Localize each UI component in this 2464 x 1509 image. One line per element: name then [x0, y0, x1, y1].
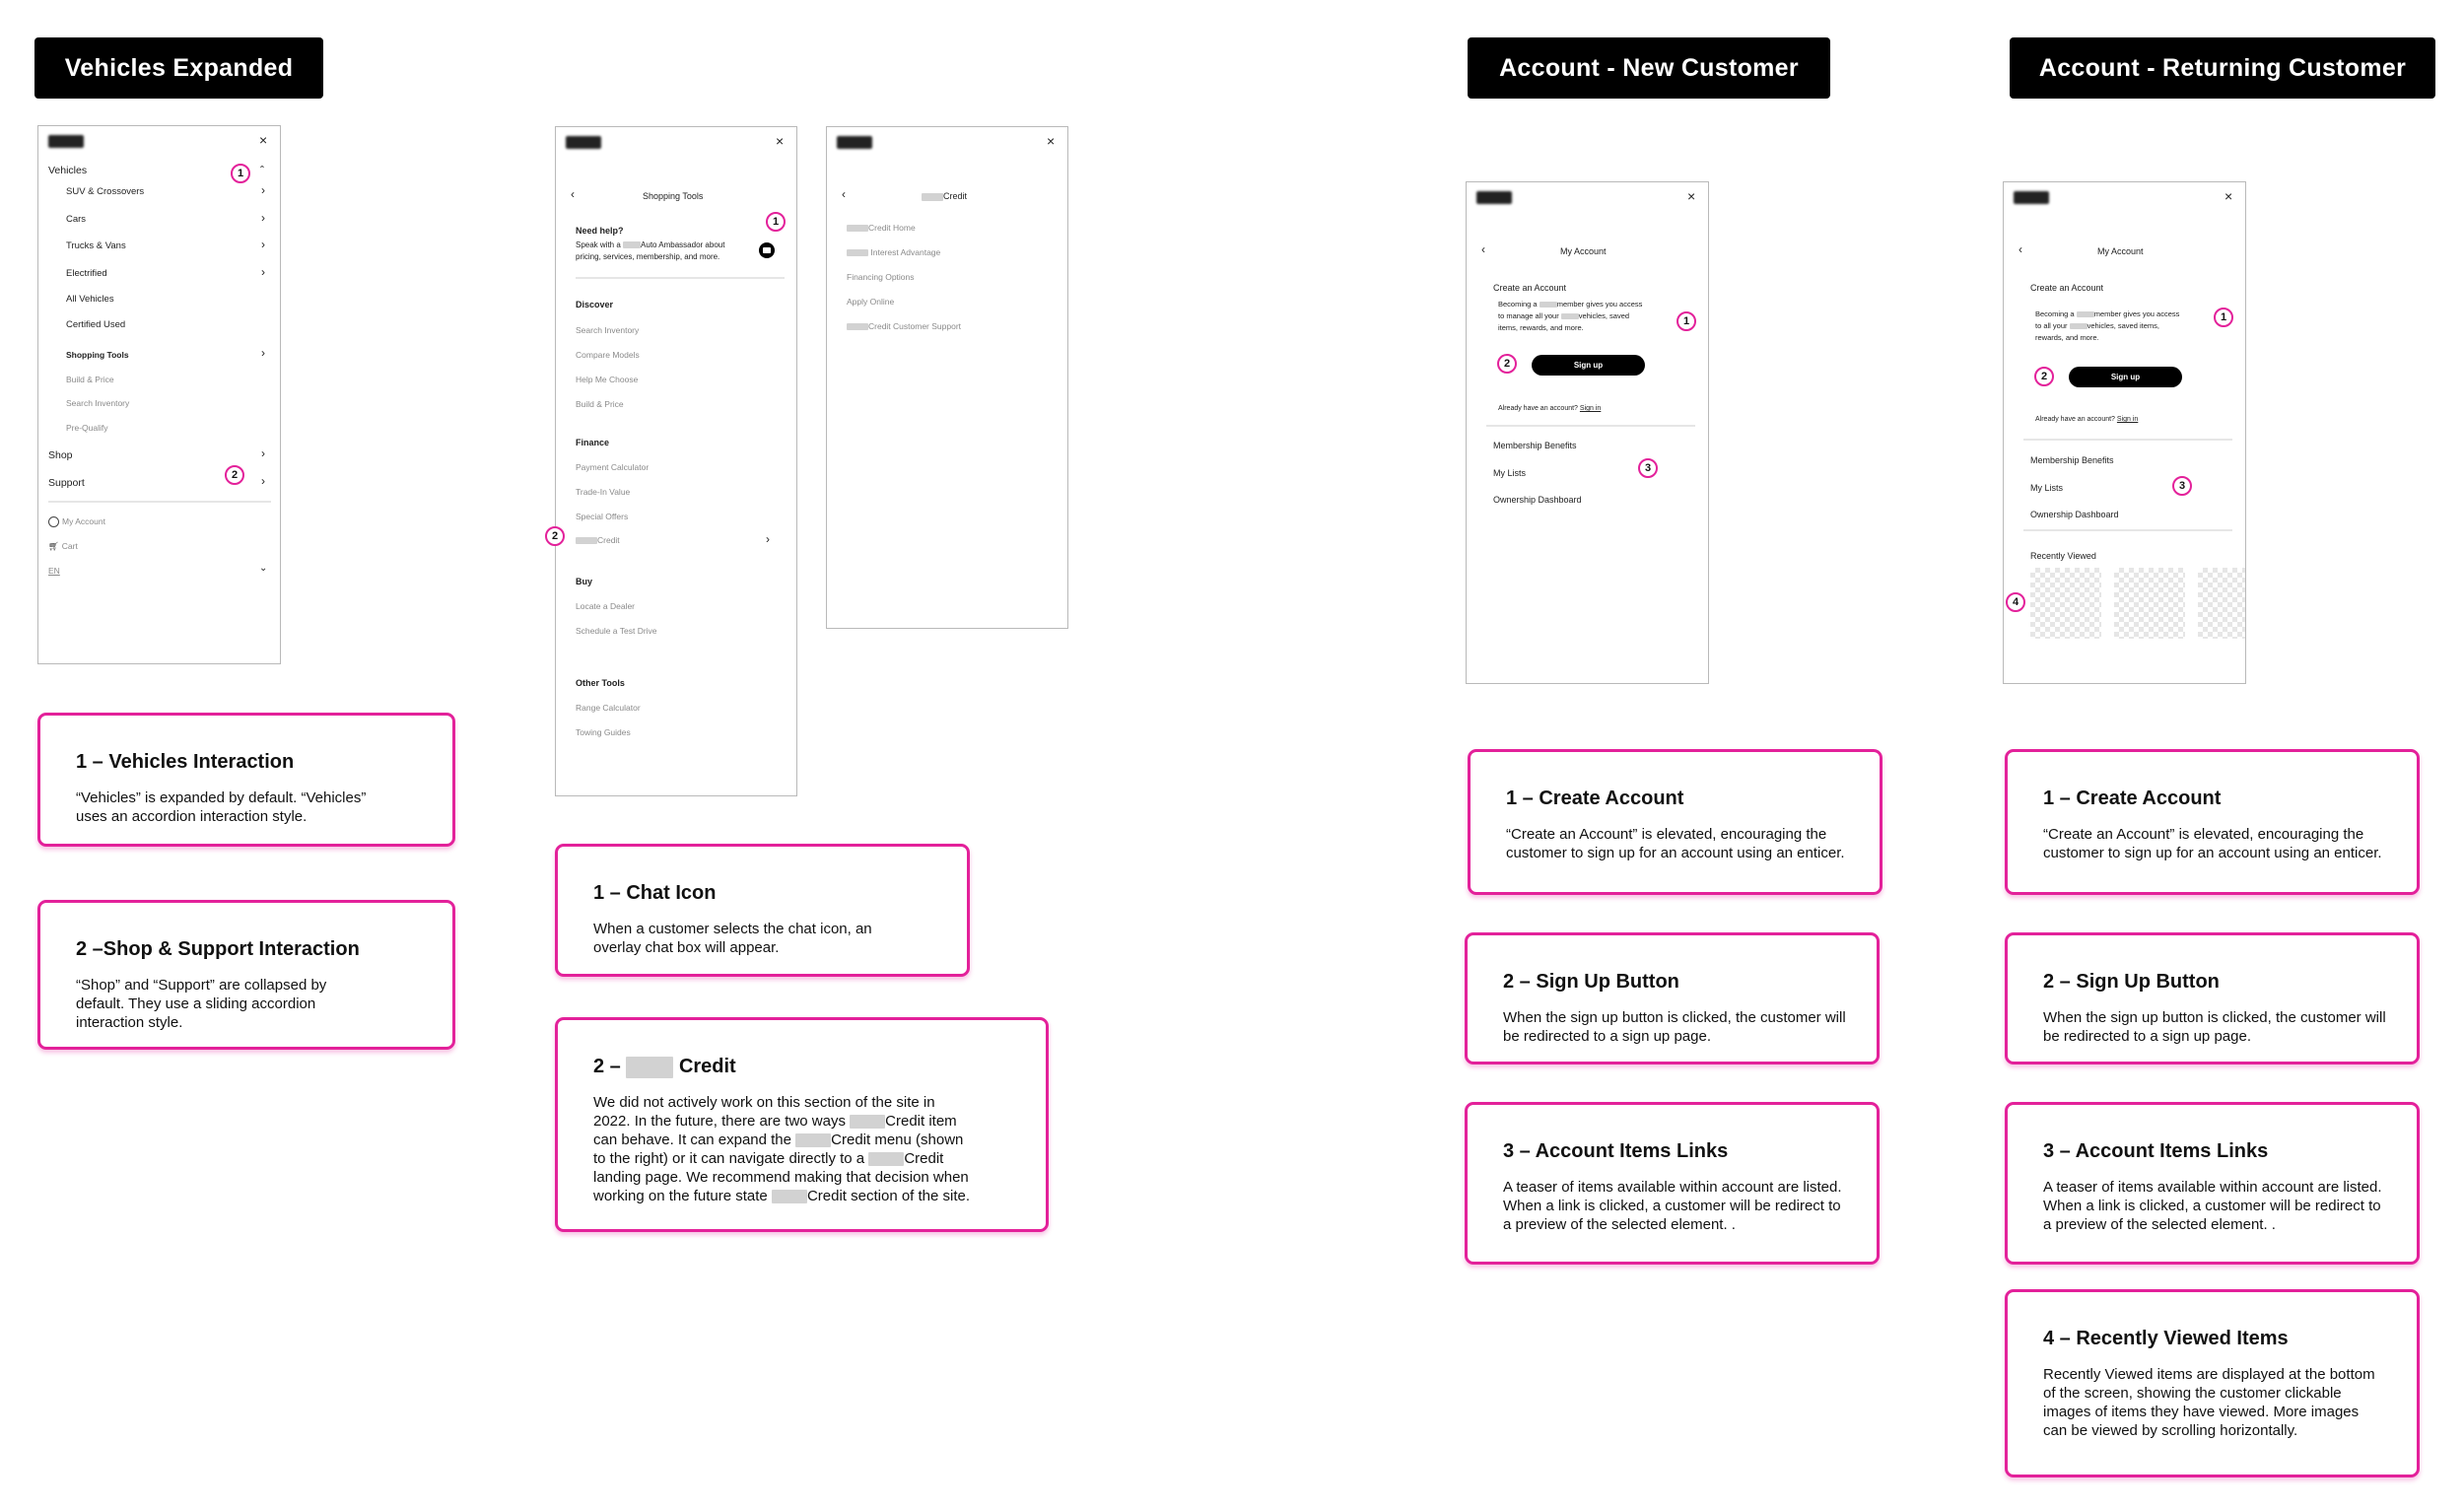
divider [2023, 439, 2232, 441]
already-have-account: Already have an account? Sign in [1498, 405, 1602, 412]
menu-trucks-vans[interactable]: Trucks & Vans [66, 240, 126, 251]
note-credit [555, 1017, 1049, 1232]
menu-shopping-tools[interactable]: Shopping Tools [66, 350, 129, 360]
link-membership-benefits[interactable]: Membership Benefits [2030, 455, 2114, 465]
already-have-account: Already have an account? Sign in [2035, 416, 2139, 423]
menu-build-price[interactable]: Build & Price [66, 375, 114, 384]
create-account-desc-3: rewards, and more. [2035, 333, 2099, 342]
menu-cart[interactable] [48, 541, 78, 552]
note-sign-up-button [2005, 932, 2420, 1064]
link-credit-home[interactable]: Credit Home [847, 223, 916, 233]
note-body: “Create an Account” is elevated, encouraging the customer to sign up for an account using an enticer. [2043, 826, 2382, 861]
menu-pre-qualify[interactable]: Pre-Qualify [66, 423, 108, 433]
link-ownership-dashboard[interactable]: Ownership Dashboard [2030, 510, 2119, 519]
cart-icon: 🛒︎ [48, 541, 59, 551]
menu-vehicles[interactable]: Vehicles [48, 165, 88, 176]
close-icon[interactable]: × [776, 133, 785, 149]
note-account-items-links [1465, 1102, 1880, 1265]
marker-2: 2 [225, 465, 244, 485]
redacted-brand [2070, 323, 2088, 329]
marker-3: 3 [2172, 476, 2192, 496]
menu-my-account[interactable] [48, 516, 105, 527]
account-new-screen [1466, 181, 1709, 684]
marker-2: 2 [2034, 367, 2054, 386]
marker-1: 1 [231, 164, 250, 183]
link-range-calculator[interactable]: Range Calculator [576, 703, 641, 713]
back-arrow-icon[interactable]: ‹ [571, 187, 575, 201]
discover-heading: Discover [576, 300, 614, 309]
create-account-desc-3: items, rewards, and more. [1498, 323, 1584, 332]
note-title: 3 – Account Items Links [1503, 1140, 1729, 1162]
menu-suv-crossovers[interactable]: SUV & Crossovers [66, 186, 145, 197]
note-body: When a customer selects the chat icon, an overlay chat box will appear. [593, 921, 872, 956]
redacted-brand [772, 1190, 807, 1203]
link-ownership-dashboard[interactable]: Ownership Dashboard [1493, 495, 1582, 505]
note-title: 2 –Shop & Support Interaction [76, 938, 360, 960]
redacted-brand [576, 537, 597, 544]
marker-2: 2 [545, 526, 565, 546]
note-body: When the sign up button is clicked, the customer will be redirected to a sign up page. [1503, 1009, 1846, 1045]
credit-title: Credit [922, 191, 967, 201]
close-icon[interactable]: × [1687, 188, 1696, 204]
redacted-brand [850, 1115, 885, 1129]
note-body: We did not actively work on this section of the site in 2022. In the future, there are two ways Credit item can behave. It can expand the Credit menu (shown to the right) or it can navigate directly to a Credit landing page. We recommend making that decision when working on the future state Credit section of the site. [593, 1094, 971, 1204]
credit-menu-screen [826, 126, 1068, 629]
close-icon[interactable]: × [259, 132, 268, 148]
link-towing-guides[interactable]: Towing Guides [576, 727, 631, 737]
note-title: 1 – Create Account [1506, 788, 1684, 809]
redacted-brand [922, 193, 943, 201]
link-financing-options[interactable]: Financing Options [847, 272, 915, 282]
recently-viewed-item[interactable] [2030, 568, 2101, 639]
header-account-new-customer: Account - New Customer [1468, 37, 1830, 99]
chat-icon[interactable] [759, 242, 775, 258]
link-special-offers[interactable]: Special Offers [576, 512, 629, 521]
redacted-brand [626, 1057, 673, 1078]
note-title: 3 – Account Items Links [2043, 1140, 2269, 1162]
note-body: “Create an Account” is elevated, encouraging the customer to sign up for an account using an enticer. [1506, 826, 1845, 861]
shopping-tools-screen [551, 126, 797, 796]
header-account-returning-customer: Account - Returning Customer [2010, 37, 2435, 99]
my-account-title: My Account [2097, 246, 2144, 256]
create-account-heading: Create an Account [2030, 283, 2104, 293]
brand-logo [2014, 191, 2049, 204]
note-title: 1 – Create Account [2043, 788, 2222, 809]
brand-logo [566, 136, 601, 149]
link-build-price[interactable]: Build & Price [576, 399, 624, 409]
link-search-inventory[interactable]: Search Inventory [576, 325, 640, 335]
link-compare-models[interactable]: Compare Models [576, 350, 640, 360]
my-account-label: My Account [62, 516, 105, 526]
redacted-brand [795, 1133, 831, 1147]
link-schedule-test-drive[interactable]: Schedule a Test Drive [576, 626, 657, 636]
chevron-up-icon[interactable]: ˆ [260, 164, 264, 177]
recently-viewed-heading: Recently Viewed [2030, 551, 2096, 561]
marker-1: 1 [2214, 308, 2233, 327]
note-body: Recently Viewed items are displayed at the bottom of the screen, showing the customer clickable images of items they have viewed. More images can be viewed by scrolling horizontally. [2043, 1366, 2375, 1439]
need-help-heading: Need help? [576, 226, 624, 236]
chevron-right-icon[interactable]: › [766, 532, 770, 546]
note-title: 2 – Sign Up Button [2043, 971, 2220, 993]
back-arrow-icon[interactable]: ‹ [1481, 242, 1485, 256]
brand-logo [48, 135, 84, 148]
chevron-right-icon[interactable]: › [261, 265, 265, 279]
note-title: 1 – Vehicles Interaction [76, 751, 295, 773]
shopping-tools-title: Shopping Tools [643, 191, 704, 201]
link-locate-dealer[interactable]: Locate a Dealer [576, 601, 636, 611]
account-returning-screen [2003, 181, 2246, 684]
note-recently-viewed-items [2005, 1289, 2420, 1477]
divider [48, 501, 271, 503]
redacted-brand [1561, 313, 1579, 319]
note-body: A teaser of items available within account are listed. When a link is clicked, a customer will be redirect to a preview of the selected element. . [2043, 1179, 2382, 1233]
note-create-account [1468, 749, 1882, 895]
redacted-brand [623, 241, 641, 248]
sign-up-button[interactable]: Sign up [2069, 367, 2182, 387]
brand-logo [837, 136, 872, 149]
note-vehicles-interaction [37, 713, 455, 847]
create-account-desc-1: Becoming a member gives you access [2035, 309, 2180, 318]
header-vehicles-expanded: Vehicles Expanded [34, 37, 323, 99]
language-select[interactable]: EN [48, 566, 60, 576]
divider [576, 277, 785, 279]
menu-search-inventory[interactable]: Search Inventory [66, 398, 130, 408]
link-membership-benefits[interactable]: Membership Benefits [1493, 441, 1577, 450]
sign-in-link[interactable]: Sign in [2116, 416, 2139, 423]
link-credit-customer-support[interactable]: Credit Customer Support [847, 321, 961, 331]
recently-viewed-item[interactable] [2114, 568, 2185, 639]
divider [2023, 529, 2232, 531]
menu-all-vehicles[interactable]: All Vehicles [66, 294, 114, 305]
help-text-line2: pricing, services, membership, and more. [576, 252, 720, 261]
back-arrow-icon[interactable]: ‹ [2019, 242, 2022, 256]
marker-1: 1 [1677, 311, 1696, 331]
redacted-brand [2077, 311, 2094, 317]
note-chat-icon [555, 844, 970, 977]
divider [1486, 425, 1695, 427]
redacted-brand [847, 225, 868, 232]
note-title: 4 – Recently Viewed Items [2043, 1328, 2289, 1349]
marker-4: 4 [2006, 592, 2025, 612]
cart-label: Cart [61, 541, 78, 551]
sign-up-button[interactable]: Sign up [1532, 355, 1645, 376]
marker-2: 2 [1497, 354, 1517, 374]
link-credit[interactable]: Credit [576, 535, 620, 545]
redacted-brand [1540, 302, 1557, 308]
menu-support[interactable]: Support [48, 477, 85, 489]
note-title: 2 – Sign Up Button [1503, 971, 1679, 993]
menu-electrified[interactable]: Electrified [66, 268, 107, 279]
other-tools-heading: Other Tools [576, 678, 625, 688]
vehicles-menu-screen [37, 125, 281, 664]
buy-heading: Buy [576, 577, 593, 586]
create-account-desc-1: Becoming a member gives you access [1498, 300, 1643, 309]
note-create-account [2005, 749, 2420, 895]
menu-cars[interactable]: Cars [66, 214, 87, 225]
create-account-desc-2: to all your vehicles, saved items, [2035, 321, 2159, 330]
brand-logo [1476, 191, 1512, 204]
sign-in-link[interactable]: Sign in [1579, 405, 1602, 412]
link-my-lists[interactable]: My Lists [2030, 483, 2064, 493]
link-payment-calculator[interactable]: Payment Calculator [576, 462, 650, 472]
link-help-me-choose[interactable]: Help Me Choose [576, 375, 639, 384]
link-trade-in-value[interactable]: Trade-In Value [576, 487, 631, 497]
marker-3: 3 [1638, 458, 1658, 478]
note-body: A teaser of items available within account are listed. When a link is clicked, a customer will be redirect to a preview of the selected element. . [1503, 1179, 1842, 1233]
note-account-items-links [2005, 1102, 2420, 1265]
chevron-right-icon[interactable]: › [261, 183, 265, 197]
link-my-lists[interactable]: My Lists [1493, 468, 1527, 478]
note-sign-up-button [1465, 932, 1880, 1064]
chevron-right-icon[interactable]: › [261, 446, 265, 460]
redacted-brand [847, 249, 868, 256]
link-interest-advantage[interactable]: Interest Advantage [847, 247, 940, 257]
link-apply-online[interactable]: Apply Online [847, 297, 895, 307]
back-arrow-icon[interactable]: ‹ [842, 187, 846, 201]
note-shop-support-interaction [37, 900, 455, 1050]
note-body: “Shop” and “Support” are collapsed by default. They use a sliding accordion interaction style. [76, 977, 327, 1031]
help-text-line1: Speak with a Auto Ambassador about [576, 240, 725, 249]
redacted-brand [868, 1152, 904, 1166]
redacted-brand [847, 323, 868, 330]
chevron-right-icon[interactable]: › [261, 474, 265, 488]
user-icon [48, 516, 59, 527]
create-account-heading: Create an Account [1493, 283, 1567, 293]
create-account-desc-2: to manage all your vehicles, saved [1498, 311, 1630, 320]
note-title: 2 – Credit [593, 1056, 736, 1077]
close-icon[interactable]: × [2224, 188, 2233, 204]
marker-1: 1 [766, 212, 786, 232]
note-title: 1 – Chat Icon [593, 882, 717, 904]
recently-viewed-item[interactable] [2198, 568, 2246, 639]
chevron-right-icon[interactable]: › [261, 346, 265, 360]
my-account-title: My Account [1560, 246, 1607, 256]
menu-shop[interactable]: Shop [48, 449, 73, 461]
note-body: When the sign up button is clicked, the customer will be redirected to a sign up page. [2043, 1009, 2386, 1045]
note-body: “Vehicles” is expanded by default. “Vehicles” uses an accordion interaction style. [76, 789, 367, 825]
chevron-right-icon[interactable]: › [261, 211, 265, 225]
menu-certified-used[interactable]: Certified Used [66, 319, 126, 330]
close-icon[interactable]: × [1047, 133, 1056, 149]
finance-heading: Finance [576, 438, 610, 447]
chevron-right-icon[interactable]: › [261, 238, 265, 251]
chevron-down-icon[interactable]: ⌄ [259, 563, 268, 574]
